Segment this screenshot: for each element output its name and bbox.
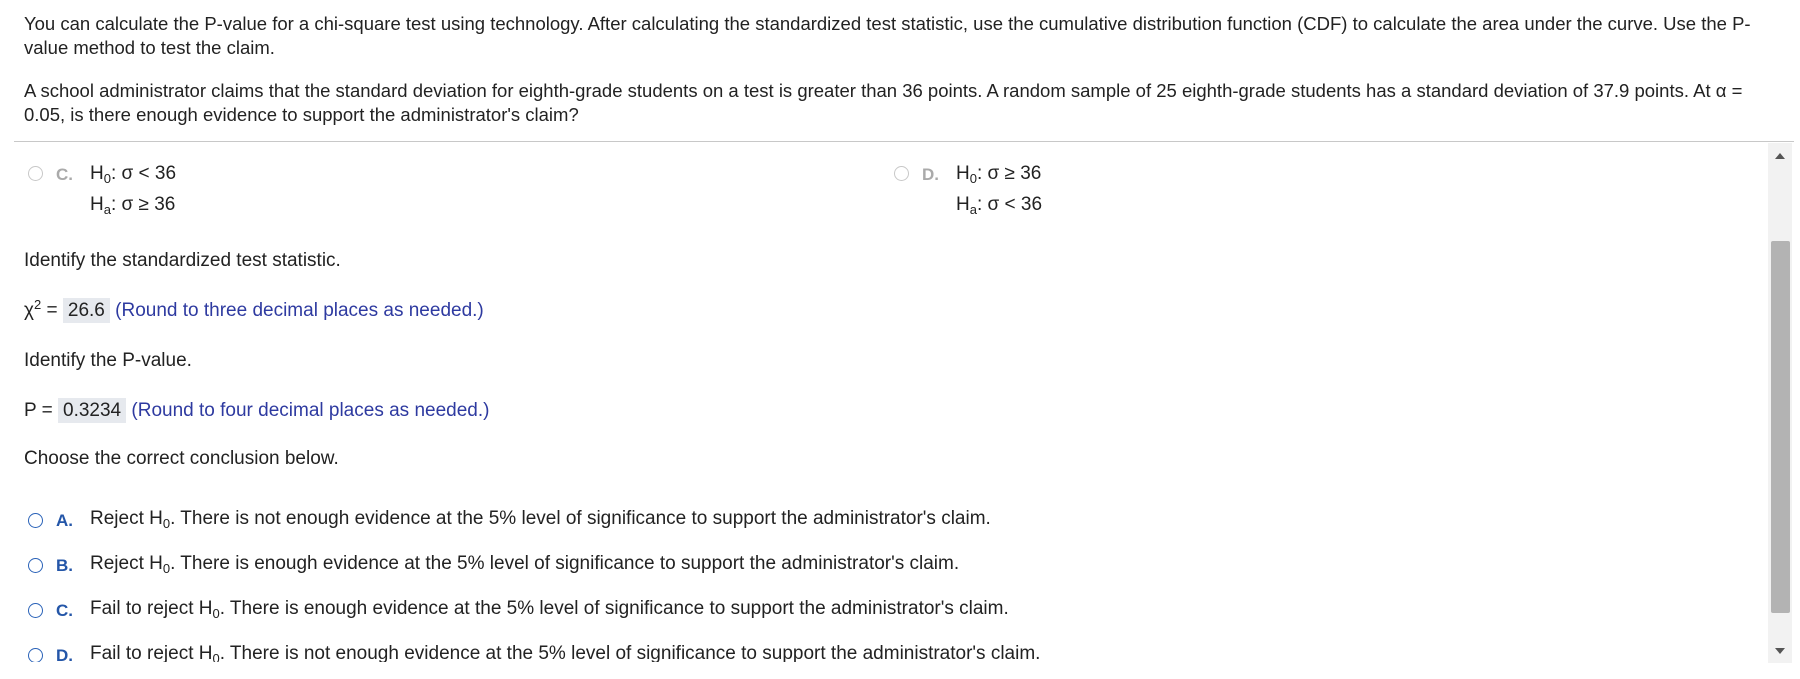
scroll-down-arrow-icon[interactable] xyxy=(1775,648,1785,654)
p-value-hint: (Round to four decimal places as needed.) xyxy=(131,400,490,421)
conclusion-a-text[interactable]: Reject $H_0$. There is not enough evidence at the 5% level of significance to support the administrator's claim. xyxy=(90,508,991,531)
scrollbar-thumb[interactable] xyxy=(1771,241,1790,613)
scroll-up-arrow-icon[interactable] xyxy=(1775,153,1785,159)
conclusion-b-letter: B. xyxy=(56,556,73,575)
chi-square-symbol: χ xyxy=(24,300,34,321)
conclusion-d-text[interactable]: Fail to reject $H_0$. There is not enough evidence at the 5% level of significance to support the administrator's claim. xyxy=(90,643,1041,662)
conclusion-c-radio[interactable] xyxy=(28,603,43,618)
p-value-answer[interactable]: 0.3234 xyxy=(58,398,126,423)
hypothesis-d-null: $H_0$: σ ≥ 36 xyxy=(956,163,1042,186)
test-statistic-prompt: Identify the standardized test statistic. xyxy=(24,250,341,271)
hypothesis-c-letter: C. xyxy=(56,165,73,184)
conclusion-a-letter: A. xyxy=(56,511,73,530)
test-statistic-answer[interactable]: 26.6 xyxy=(63,298,110,323)
hypothesis-c-radio[interactable] xyxy=(28,166,43,181)
hypothesis-c[interactable] xyxy=(90,158,176,220)
conclusion-c-letter: C. xyxy=(56,601,73,620)
hypothesis-d[interactable] xyxy=(956,158,1042,220)
test-statistic-row: $\chi^2 = 26.6$ (Round to three decimal places as needed.) xyxy=(24,297,484,321)
hypothesis-d-alt: $H_a$: σ < 36 xyxy=(956,194,1043,217)
conclusion-a-radio[interactable] xyxy=(28,513,43,528)
instructions-text: You can calculate the P-value for a chi-square test using technology. After calculating the standardized test statistic, use the cumulative distribution function (CDF) to calculate the area under the curve. Use the P-value method to test the claim. xyxy=(24,13,1751,58)
hypothesis-d-radio[interactable] xyxy=(894,166,909,181)
p-value-prompt: Identify the P-value. xyxy=(24,350,192,371)
p-value-row xyxy=(24,400,489,422)
hypothesis-c-alt: $H_a$: σ ≥ 36 xyxy=(90,194,176,217)
hypothesis-c-null: $H_0$: σ < 36 xyxy=(90,163,177,186)
conclusion-d-radio[interactable] xyxy=(28,648,43,662)
test-statistic-hint: (Round to three decimal places as needed.) xyxy=(115,300,484,321)
conclusion-b-text[interactable]: Reject $H_0$. There is enough evidence at the 5% level of significance to support the administrator's claim. xyxy=(90,553,960,576)
answer-scroll-region[interactable] xyxy=(14,142,1769,662)
conclusion-d-letter: D. xyxy=(56,646,73,662)
vertical-scrollbar[interactable] xyxy=(1768,143,1792,663)
question-intro xyxy=(24,12,1764,127)
conclusion-c-text[interactable]: Fail to reject $H_0$. There is enough evidence at the 5% level of significance to support the administrator's claim. xyxy=(90,598,1009,621)
p-value-label: P = xyxy=(24,400,53,421)
conclusion-prompt: Choose the correct conclusion below. xyxy=(24,448,339,469)
conclusion-b-radio[interactable] xyxy=(28,558,43,573)
problem-text: A school administrator claims that the standard deviation for eighth-grade students on a test is greater than 36 points. A random sample of 25 eighth-grade students has a standard deviation of 37.9 points. At α = 0.05, is there enough evidence to support the administrator's claim? xyxy=(24,80,1743,125)
hypothesis-d-letter: D. xyxy=(922,165,939,184)
